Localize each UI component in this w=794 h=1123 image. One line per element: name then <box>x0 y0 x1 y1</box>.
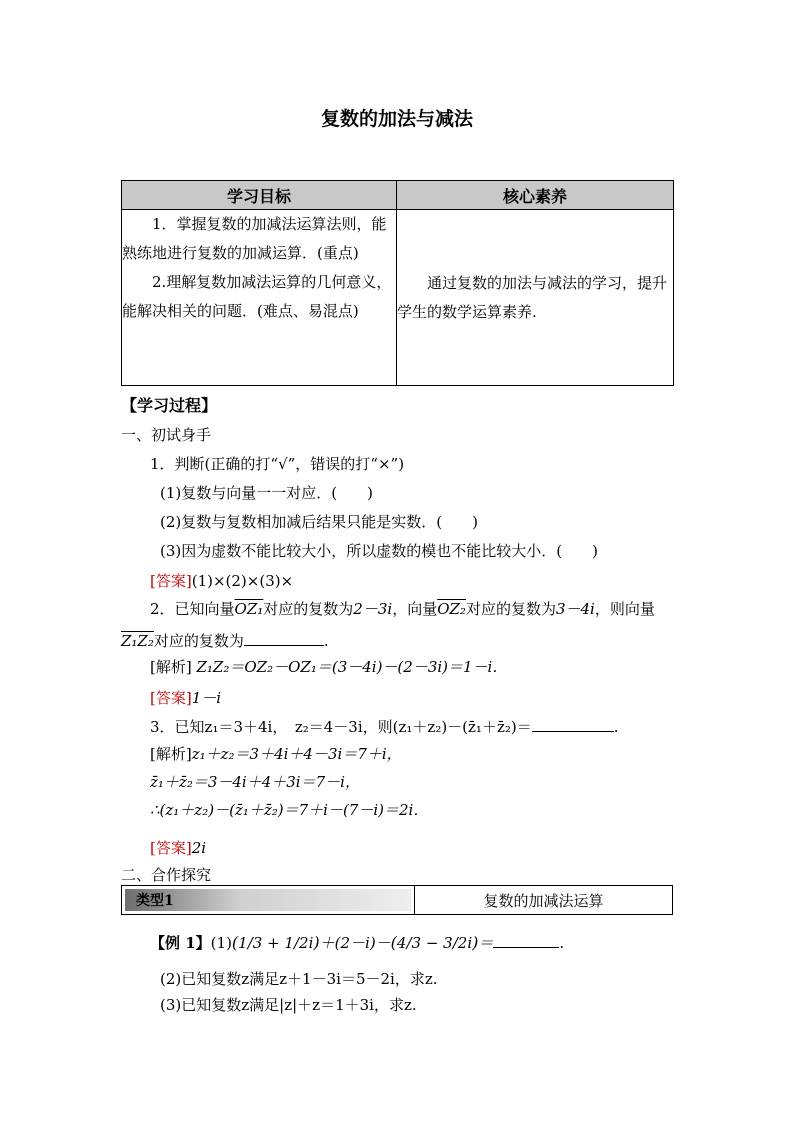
q3-text: 3．已知z₁＝3＋4i， z₂＝4－3i，则(z₁＋z₂)－(z̄₁＋z̄₂)＝ <box>150 718 532 736</box>
q1-item-2: (2)复数与复数相加减后结果只能是实数．( ) <box>160 513 478 531</box>
q3-line <box>150 717 619 735</box>
q3-analysis-text: z₁＋z₂＝3＋4i＋4－3i＝7＋i， <box>191 745 402 763</box>
answer-tag: [答案] <box>150 572 192 590</box>
paren: ( <box>231 933 239 952</box>
q2-text: ，则向量 <box>594 600 655 618</box>
q2-text: . <box>323 632 329 650</box>
q1-answer <box>150 574 293 589</box>
q2-analysis <box>150 660 507 675</box>
example-text: . <box>559 934 565 952</box>
q2-text: 对应的复数为 <box>263 600 354 618</box>
page-title: 复数的加法与减法 <box>320 108 473 130</box>
answer-tag: [答案] <box>150 839 192 857</box>
q3-text: . <box>613 718 619 736</box>
q2-text: 对应的复数为 <box>153 632 244 650</box>
fraction-2: 1/2 <box>284 934 309 952</box>
analysis-tag: [解析] <box>150 745 192 763</box>
example-text: ＝ <box>478 934 494 952</box>
core-cell <box>397 210 674 386</box>
q2-answer <box>150 691 221 706</box>
answer-blank <box>493 933 559 948</box>
vector-oz2: OZ₂ <box>437 600 466 618</box>
example-1-part-2: (2)已知复数z满足z＋1－3i＝5－2i，求z. <box>160 970 438 988</box>
objectives-table <box>121 180 674 386</box>
q2-analysis-text: Z₁Z₂＝OZ₂－OZ₁＝(3－4i)－(2－3i)＝1－i． <box>196 658 508 676</box>
goal-1: 1．掌握复数的加减法运算法则，能熟练地进行复数的加减运算．(重点) <box>122 215 387 262</box>
q1-item-3: (3)因为虚数不能比较大小，所以虚数的模也不能比较大小．( ) <box>160 542 598 560</box>
fraction-4: 3/2 <box>443 934 468 952</box>
q3-analysis-2: z̄₁＋z̄₂＝3－4i＋4＋3i＝7－i， <box>150 773 360 791</box>
core-text: 通过复数的加法与减法的学习，提升学生的数学运算素养. <box>397 273 668 321</box>
example-text: ＋(2－i)－ <box>319 934 391 952</box>
q2-answer-text: 1－i <box>191 689 222 707</box>
header-learning-goals: 学习目标 <box>122 181 397 210</box>
q2-value-1: 2－3i <box>353 600 393 618</box>
fraction-3: 4/3 <box>396 934 422 952</box>
q2-value-2: 3－4i <box>555 600 595 618</box>
answer-blank <box>532 717 614 732</box>
q2-text: ，向量 <box>392 600 438 618</box>
example-text: (1) <box>210 934 232 952</box>
q1-item-1: (1)复数与向量一一对应．( ) <box>160 484 373 502</box>
type-title: 复数的加减法运算 <box>483 892 604 910</box>
example-1-part-3: (3)已知复数z满足|z|＋z＝1＋3i，求z. <box>160 996 417 1014</box>
q2-line-1 <box>150 602 655 617</box>
vector-oz1: OZ₁ <box>234 600 264 618</box>
goal-2: 2.理解复数加减法运算的几何意义，能解决相关的问题．(难点、易混点) <box>122 273 392 320</box>
q1-answer-text: (1)×(2)×(3)× <box>191 572 294 590</box>
q1-stem: 1．判断(正确的打“√”，错误的打“×”) <box>150 455 405 473</box>
vector-z1z2: Z₁Z₂ <box>121 632 154 650</box>
q2-text: 对应的复数为 <box>465 600 556 618</box>
q2-text: 2．已知向量 <box>150 600 235 618</box>
example-tag: 【例 1】 <box>150 934 211 952</box>
fraction-1: 1/3 <box>238 934 263 952</box>
process-heading: 【学习过程】 <box>121 396 218 415</box>
type-label: 类型1 <box>136 893 174 909</box>
answer-blank <box>244 631 324 646</box>
q3-analysis-1 <box>150 747 402 762</box>
section-1-heading: 一、初试身手 <box>121 426 212 444</box>
answer-tag: [答案] <box>150 689 192 707</box>
header-core-literacy: 核心素养 <box>397 181 674 210</box>
analysis-tag: [解析] <box>150 658 192 676</box>
q3-analysis-3: ∴(z₁＋z₂)－(z̄₁＋z̄₂)＝7＋i－(7－i)＝2i． <box>150 801 429 819</box>
goals-cell <box>122 210 397 386</box>
example-1-part-1: 【例 1】(1)(1/3 + 1/2i)＋(2－i)－(4/3 − 3/2i)＝ . <box>150 933 565 952</box>
q3-answer <box>150 841 206 856</box>
section-2-heading: 二、合作探究 <box>121 866 212 884</box>
q3-answer-text: 2i <box>191 839 207 857</box>
q2-line-2 <box>121 631 329 649</box>
type-bar <box>121 885 673 915</box>
